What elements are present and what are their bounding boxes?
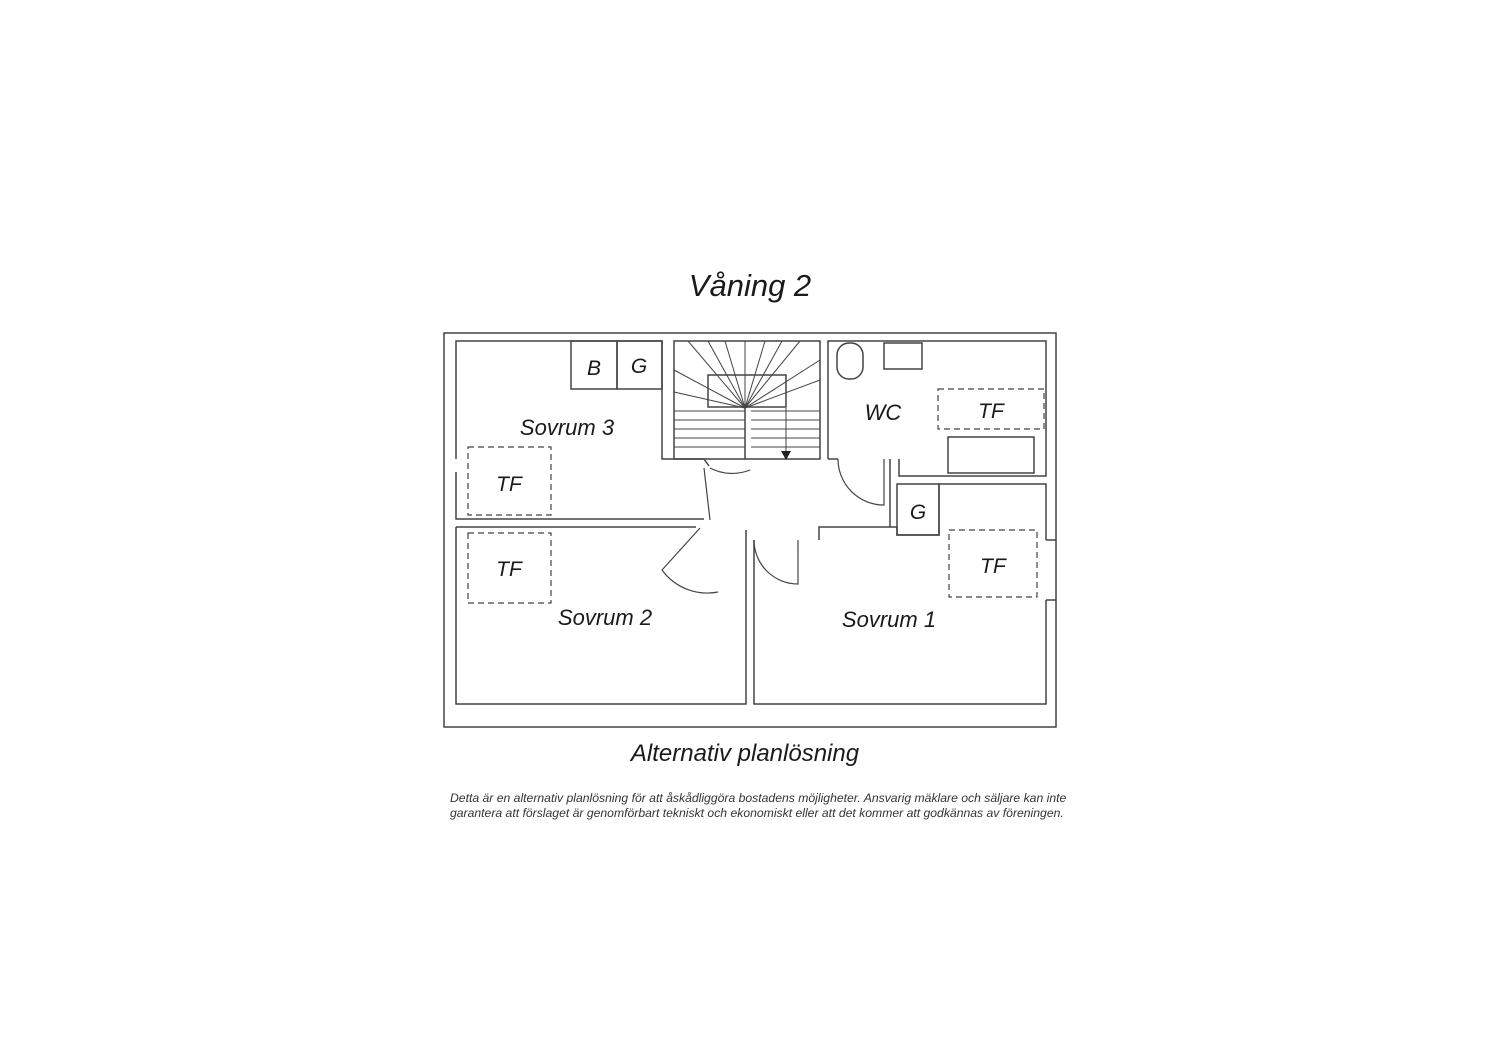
label-closet-b: B: [586, 357, 602, 380]
label-sovrum3: Sovrum 3: [519, 415, 615, 440]
label-closet-g-top: G: [630, 355, 648, 378]
door-sovrum3: [704, 468, 710, 520]
label-tf-sovrum2: TF: [496, 558, 522, 581]
disclaimer-text: Detta är en alternativ planlösning för att åskådliggöra bostadens möjligheter. Ansvarig mäklare och säljare kan inte garantera att förslaget är genomförbart tekniskt och ekonomiskt eller att det kommer att godkännas av föreningen.: [450, 791, 1067, 820]
wc-wall: [828, 341, 1046, 476]
label-sovrum1: Sovrum 1: [841, 607, 937, 632]
label-sovrum2: Sovrum 2: [557, 605, 653, 630]
floor-title: Våning 2: [688, 268, 812, 303]
plan-subtitle: Alternativ planlösning: [630, 740, 860, 767]
door-wc: [838, 459, 884, 505]
label-tf-sovrum3: TF: [496, 473, 522, 496]
bathtub: [948, 437, 1034, 473]
sink: [884, 343, 922, 369]
label-wc: WC: [864, 400, 902, 425]
toilet: [837, 343, 863, 379]
sovrum3-wall: [456, 341, 704, 459]
label-closet-g-right: G: [909, 501, 927, 524]
label-tf-wc: TF: [978, 400, 1004, 423]
label-tf-sovrum1: TF: [980, 555, 1006, 578]
door-sovrum2: [662, 528, 718, 593]
door-sovrum1: [754, 540, 798, 584]
